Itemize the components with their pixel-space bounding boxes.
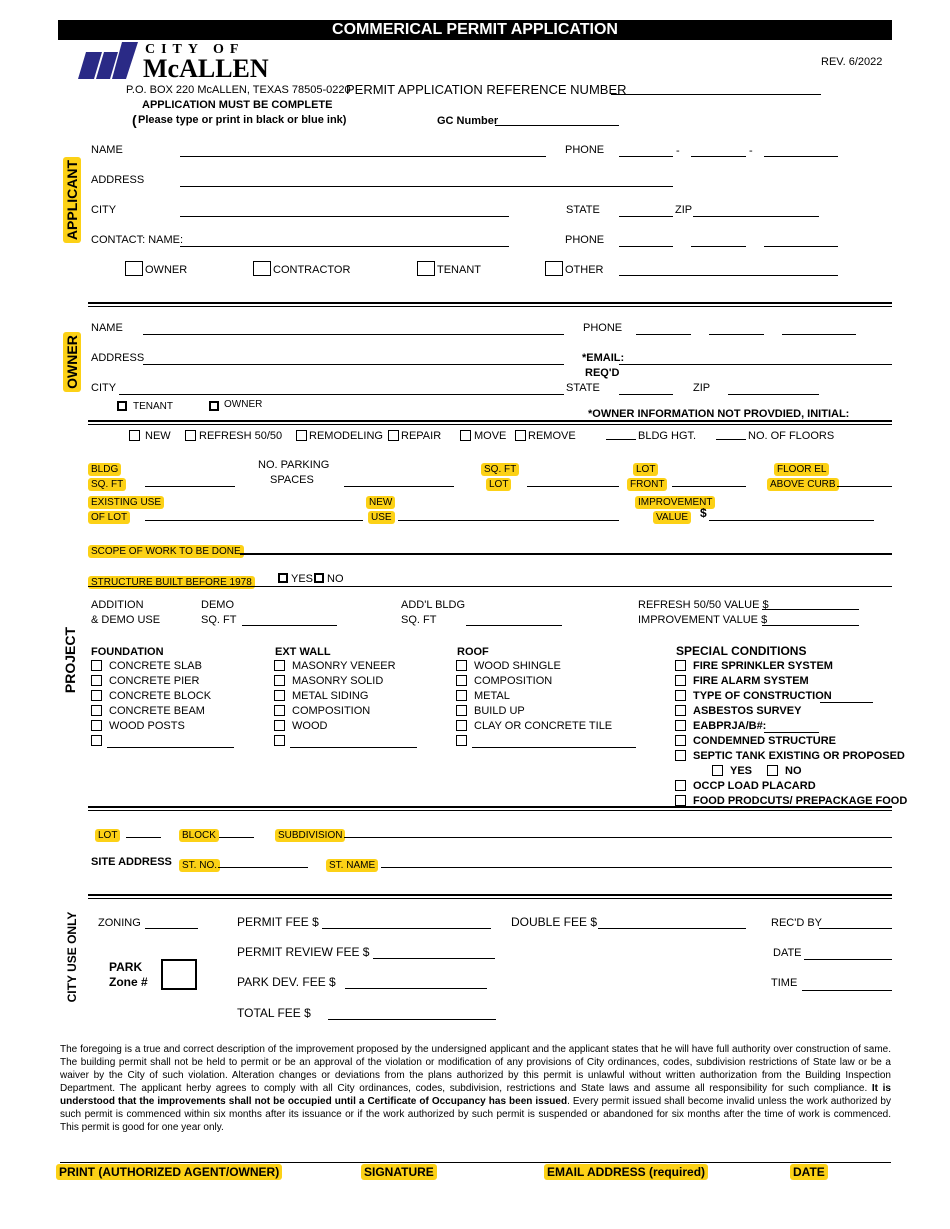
foundation-checkbox[interactable] — [91, 720, 102, 731]
permit-fee-field[interactable] — [322, 928, 491, 929]
owner-phone-line[interactable] — [782, 334, 856, 335]
double-fee-label: DOUBLE FEE $ — [511, 915, 598, 929]
special-checkbox[interactable] — [675, 690, 686, 701]
roof-checkbox[interactable] — [456, 705, 467, 716]
must-complete: APPLICATION MUST BE COMPLETE — [142, 99, 333, 111]
owner-name-label: NAME — [91, 322, 123, 334]
existing-use-text-1: EXISTING USE — [88, 496, 164, 509]
improvement-value-field[interactable] — [709, 520, 874, 521]
special-option: ASBESTOS SURVEY — [693, 705, 802, 717]
special-checkbox[interactable] — [675, 735, 686, 746]
print-name-label — [56, 1163, 282, 1181]
applicant-name-label: NAME — [91, 144, 123, 156]
special-checkbox[interactable] — [675, 750, 686, 761]
sqft-lot-text-2: LOT — [486, 478, 511, 491]
lot-field[interactable] — [126, 837, 161, 838]
improvement-value-label: IMPROVEMENT VALUE $ — [638, 614, 768, 626]
roof-option: CLAY OR CONCRETE TILE — [474, 720, 613, 732]
new-use-field[interactable] — [398, 520, 619, 521]
owner-email-label: *EMAIL: — [582, 352, 625, 364]
project-type-refresh: REFRESH 50/50 — [199, 430, 283, 442]
special-conditions-title: SPECIAL CONDITIONS — [676, 644, 807, 658]
date-sign-text: DATE — [790, 1164, 828, 1180]
special-option: FOOD PRODCUTS/ PREPACKAGE FOOD — [693, 795, 908, 807]
foundation-option: CONCRETE SLAB — [109, 660, 202, 672]
special-checkbox[interactable] — [675, 705, 686, 716]
applicant-tenant-checkbox[interactable] — [417, 261, 435, 276]
recd-by-label: REC'D BY — [771, 917, 822, 929]
bldg-sqft-text: SQ. FT — [88, 478, 126, 491]
lot-front-text-2: FRONT — [627, 478, 667, 491]
improvement-label-2 — [653, 507, 691, 525]
scope-text: SCOPE OF WORK TO BE DONE — [88, 545, 244, 558]
owner-zip-field[interactable] — [728, 394, 819, 395]
gc-number-field[interactable] — [495, 125, 619, 126]
email-text: EMAIL ADDRESS (required) — [544, 1164, 708, 1180]
addl-bldg-sqft-field[interactable] — [466, 625, 562, 626]
new-use-text-2: USE — [368, 511, 395, 524]
improvement-text-1: IMPROVEMENT — [635, 496, 715, 509]
permit-fee-label: PERMIT FEE $ — [237, 915, 319, 929]
st-no-label — [179, 855, 220, 873]
section-divider — [88, 302, 892, 307]
project-remove-checkbox[interactable] — [515, 430, 526, 441]
applicant-other-label: OTHER — [565, 264, 604, 276]
owner-owner-checkbox[interactable] — [209, 401, 219, 411]
contact-phone-label: PHONE — [565, 234, 605, 246]
owner-state-field[interactable] — [619, 394, 673, 395]
built-1978-yes-checkbox[interactable] — [278, 573, 288, 583]
foundation-other-field[interactable] — [107, 747, 234, 748]
subdivision-field[interactable] — [344, 837, 892, 838]
ink-note: Please type or print in black or blue ink) — [138, 114, 347, 126]
extwall-option: COMPOSITION — [292, 705, 371, 717]
eabprja-field[interactable] — [764, 732, 819, 733]
special-checkbox[interactable] — [675, 660, 686, 671]
time-field[interactable] — [802, 990, 892, 991]
extwall-option: WOOD — [292, 720, 328, 732]
new-use-text-1: NEW — [366, 496, 395, 509]
owner-not-provided: *OWNER INFORMATION NOT PROVDIED, INITIAL: — [588, 408, 850, 420]
parking-spaces-field[interactable] — [344, 486, 454, 487]
extwall-title: EXT WALL — [275, 646, 331, 658]
roof-other-checkbox[interactable] — [456, 735, 467, 746]
section-divider — [88, 806, 892, 811]
st-name-text: ST. NAME — [326, 859, 378, 872]
owner-name-field[interactable] — [143, 334, 564, 335]
roof-title: ROOF — [457, 646, 489, 658]
project-new-checkbox[interactable] — [129, 430, 140, 441]
extwall-other-checkbox[interactable] — [274, 735, 285, 746]
ref-number-label: PERMIT APPLICATION REFERENCE NUMBER — [346, 82, 627, 97]
roof-checkbox[interactable] — [456, 675, 467, 686]
foundation-option: CONCRETE BEAM — [109, 705, 205, 717]
page-title: COMMERICAL PERMIT APPLICATION — [332, 21, 618, 38]
date-label: DATE — [773, 947, 802, 959]
owner-side-text: OWNER — [63, 332, 81, 392]
demo-label-1: DEMO — [201, 599, 234, 611]
foundation-title: FOUNDATION — [91, 646, 164, 658]
applicant-address-field[interactable] — [180, 186, 673, 187]
contact-phone-line[interactable] — [764, 246, 838, 247]
addition-label-1: ADDITION — [91, 599, 144, 611]
septic-yes-checkbox[interactable] — [712, 765, 723, 776]
demo-label-2: SQ. FT — [201, 614, 237, 626]
ref-number-field[interactable] — [611, 94, 821, 95]
special-checkbox[interactable] — [675, 720, 686, 731]
city-use-side-label: CITY USE ONLY — [65, 911, 79, 1003]
signature-text: SIGNATURE — [361, 1164, 437, 1180]
applicant-side-text: APPLICANT — [63, 157, 81, 243]
applicant-phone-line[interactable] — [764, 156, 838, 157]
roof-option: BUILD UP — [474, 705, 525, 717]
roof-option: COMPOSITION — [474, 675, 553, 687]
built-1978-no-checkbox[interactable] — [314, 573, 324, 583]
sqft-lot-text-1: SQ. FT — [481, 463, 519, 476]
applicant-other-field[interactable] — [619, 275, 838, 276]
block-field[interactable] — [219, 837, 254, 838]
existing-use-text-2: OF LOT — [88, 511, 130, 524]
special-option: FIRE ALARM SYSTEM — [693, 675, 809, 687]
owner-email-reqd: REQ'D — [585, 367, 620, 379]
extwall-option: MASONRY SOLID — [292, 675, 384, 687]
special-option: SEPTIC TANK EXISTING OR PROPOSED — [693, 750, 905, 762]
sqft-lot-label-2 — [486, 474, 511, 492]
foundation-other-checkbox[interactable] — [91, 735, 102, 746]
extwall-checkbox[interactable] — [274, 720, 285, 731]
bldg-sqft-label — [88, 474, 126, 492]
project-type-remove: REMOVE — [528, 430, 576, 442]
septic-no: NO — [785, 765, 802, 777]
owner-phone-area[interactable] — [636, 334, 691, 335]
extwall-checkbox[interactable] — [274, 690, 285, 701]
owner-phone-label: PHONE — [583, 322, 623, 334]
applicant-zip-field[interactable] — [693, 216, 819, 217]
legal-text-1: The foregoing is a true and correct description of the improvement proposed by the undersigned applicant and the applicant states that he will have full authority over construction of same. The building permit shall not be held to permit or be an approval of the violation or modification of any provisions of City ordinances, codes, subdivision restrictions of State law or be a waiver by the City of such violation. Alteration changes or deviations from the plans authorized by this permit is unlawful without written authorization from the Building Inspection Department. The applicant herby agrees to comply with all City ordinances, codes, subdivision, restrictions and State laws and assume all responsibility for such compliance. — [60, 1044, 891, 1094]
st-name-field[interactable] — [381, 867, 892, 868]
signature-label — [361, 1163, 437, 1181]
applicant-tenant-label: TENANT — [437, 264, 481, 276]
project-remodeling-checkbox[interactable] — [296, 430, 307, 441]
built-1978-text: STRUCTURE BUILT BEFORE 1978 — [88, 576, 255, 589]
applicant-phone-label: PHONE — [565, 144, 605, 156]
park-zone-box[interactable] — [161, 959, 197, 990]
owner-zip-label: ZIP — [693, 382, 711, 394]
no-parking-label: NO. PARKING — [258, 459, 330, 471]
site-address-label: SITE ADDRESS — [91, 856, 172, 868]
extwall-checkbox[interactable] — [274, 660, 285, 671]
owner-tenant-label: TENANT — [133, 401, 173, 412]
time-label: TIME — [771, 977, 798, 989]
demo-sqft-field[interactable] — [242, 625, 337, 626]
applicant-owner-checkbox[interactable] — [125, 261, 143, 276]
revision: REV. 6/2022 — [821, 56, 883, 68]
project-type-repair: REPAIR — [401, 430, 442, 442]
project-type-remodeling: REMODELING — [309, 430, 383, 442]
park-dev-fee-field[interactable] — [345, 988, 487, 989]
date-field[interactable] — [804, 959, 892, 960]
applicant-other-checkbox[interactable] — [545, 261, 563, 276]
legal-text-2: . Every permit issued shall become invalid unless the work authorized by such permit is commenced within six months after its issuance or if the work authorized by such permit is suspended or abandoned for six months after the time of work is commenced. This permit is good for one year only. — [60, 1096, 891, 1133]
applicant-name-field[interactable] — [180, 156, 546, 157]
special-option: CONDEMNED STRUCTURE — [693, 735, 836, 747]
legal-text-bold: It is understood that the improvements shall not be occupied until a Certificate of Occupancy has been issued — [60, 1083, 891, 1107]
contact-phone-area[interactable] — [619, 246, 673, 247]
applicant-city-field[interactable] — [180, 216, 509, 217]
applicant-side-label — [64, 152, 80, 248]
foundation-checkbox[interactable] — [91, 675, 102, 686]
project-type-new: NEW — [145, 430, 171, 442]
project-repair-checkbox[interactable] — [388, 430, 399, 441]
owner-owner-label: OWNER — [224, 399, 263, 410]
roof-option: METAL — [474, 690, 510, 702]
st-name-label — [326, 855, 378, 873]
foundation-checkbox[interactable] — [91, 660, 102, 671]
applicant-state-field[interactable] — [619, 216, 673, 217]
contact-name-field[interactable] — [180, 246, 509, 247]
section-divider — [88, 894, 892, 899]
contact-name-label: CONTACT: NAME: — [91, 234, 184, 246]
zoning-label: ZONING — [98, 917, 141, 929]
bldg-sqft-field[interactable] — [145, 486, 235, 487]
scope-field[interactable] — [240, 553, 892, 555]
bldg-text: BLDG — [88, 463, 121, 476]
special-checkbox[interactable] — [675, 795, 686, 806]
special-checkbox[interactable] — [675, 675, 686, 686]
lot-front-label-2 — [627, 474, 667, 492]
project-type-move: MOVE — [474, 430, 507, 442]
no-floors-label: NO. OF FLOORS — [748, 430, 835, 442]
owner-email-field[interactable] — [619, 364, 892, 365]
section-divider — [88, 420, 892, 425]
special-option: TYPE OF CONSTRUCTION — [693, 690, 832, 702]
applicant-zip-label: ZIP — [675, 204, 693, 216]
septic-yes: YES — [730, 765, 753, 777]
lot-front-text-1: LOT — [633, 463, 658, 476]
project-move-checkbox[interactable] — [460, 430, 471, 441]
special-option: OCCP LOAD PLACARD — [693, 780, 816, 792]
subdivision-text: SUBDIVISION — [275, 829, 345, 842]
lot-text: LOT — [95, 829, 120, 842]
applicant-address-label: ADDRESS — [91, 174, 145, 186]
bldg-hgt-label: BLDG HGT. — [638, 430, 697, 442]
applicant-city-label: CITY — [91, 204, 117, 216]
no-floors-field[interactable] — [716, 439, 746, 440]
addl-bldg-label-1: ADD'L BLDG — [401, 599, 466, 611]
print-name-text: PRINT (AUTHORIZED AGENT/OWNER) — [56, 1164, 282, 1180]
rule — [88, 586, 892, 587]
legal-disclaimer — [60, 1043, 891, 1134]
applicant-contractor-checkbox[interactable] — [253, 261, 271, 276]
special-option: EABPRJA/B#: — [693, 720, 767, 732]
foundation-option: WOOD POSTS — [109, 720, 185, 732]
dash: - — [749, 145, 753, 157]
paren: ( — [132, 112, 137, 128]
st-no-text: ST. NO. — [179, 859, 220, 872]
improvement-text-2: VALUE — [653, 511, 691, 524]
extwall-other-field[interactable] — [290, 747, 417, 748]
email-label — [544, 1163, 708, 1181]
date-sign-label — [790, 1163, 828, 1181]
applicant-owner-label: OWNER — [145, 264, 188, 276]
foundation-option: CONCRETE PIER — [109, 675, 200, 687]
project-refresh-checkbox[interactable] — [185, 430, 196, 441]
review-fee-label: PERMIT REVIEW FEE $ — [237, 945, 370, 959]
applicant-contractor-label: CONTRACTOR — [273, 264, 351, 276]
lot-label — [95, 825, 120, 843]
logo-mcallen: McALLEN — [143, 54, 269, 83]
logo-city-of: CITY OF — [145, 42, 245, 57]
roof-other-field[interactable] — [472, 747, 636, 748]
built-1978-yes: YES — [291, 573, 314, 585]
roof-option: WOOD SHINGLE — [474, 660, 561, 672]
improvement-dollar: $ — [700, 506, 707, 520]
dash: - — [676, 145, 680, 157]
foundation-option: CONCRETE BLOCK — [109, 690, 212, 702]
extwall-option: MASONRY VENEER — [292, 660, 396, 672]
review-fee-field[interactable] — [373, 958, 495, 959]
improvement-value-field-2[interactable] — [762, 625, 859, 626]
owner-city-field[interactable] — [119, 394, 564, 395]
double-fee-field[interactable] — [598, 928, 746, 929]
owner-address-label: ADDRESS — [91, 352, 145, 364]
owner-side-label — [64, 322, 80, 402]
zoning-field[interactable] — [145, 928, 198, 929]
addition-label-2: & DEMO USE — [91, 614, 161, 626]
owner-city-label: CITY — [91, 382, 117, 394]
spaces-label: SPACES — [270, 474, 314, 486]
applicant-phone-prefix[interactable] — [691, 156, 746, 157]
recd-by-field[interactable] — [819, 928, 892, 929]
extwall-checkbox[interactable] — [274, 675, 285, 686]
owner-address-field[interactable] — [143, 364, 564, 365]
total-fee-label: TOTAL FEE $ — [237, 1006, 311, 1020]
subdivision-label — [275, 825, 345, 843]
floor-el-field[interactable] — [837, 486, 892, 487]
block-label — [179, 825, 219, 843]
built-1978-label — [88, 572, 255, 590]
roof-checkbox[interactable] — [456, 690, 467, 701]
applicant-state-label: STATE — [566, 204, 600, 216]
extwall-checkbox[interactable] — [274, 705, 285, 716]
park-dev-fee-label: PARK DEV. FEE $ — [237, 975, 336, 989]
contact-phone-prefix[interactable] — [691, 246, 746, 247]
septic-no-checkbox[interactable] — [767, 765, 778, 776]
block-text: BLOCK — [179, 829, 219, 842]
bldg-hgt-field[interactable] — [606, 439, 636, 440]
mailing-address: P.O. BOX 220 McALLEN, TEXAS 78505-0220 — [126, 84, 351, 96]
gc-number-label: GC Number — [437, 115, 499, 127]
extwall-option: METAL SIDING — [292, 690, 369, 702]
sqft-lot-field[interactable] — [527, 486, 619, 487]
refresh-value-field[interactable] — [762, 609, 859, 610]
construction-type-field[interactable] — [820, 702, 873, 703]
foundation-checkbox[interactable] — [91, 705, 102, 716]
addl-bldg-label-2: SQ. FT — [401, 614, 437, 626]
foundation-checkbox[interactable] — [91, 690, 102, 701]
owner-state-label: STATE — [566, 382, 600, 394]
st-no-field[interactable] — [218, 867, 308, 868]
special-checkbox[interactable] — [675, 780, 686, 791]
special-option: FIRE SPRINKLER SYSTEM — [693, 660, 833, 672]
floor-el-label-2 — [767, 474, 839, 492]
new-use-label-2 — [368, 507, 395, 525]
existing-use-label-2 — [88, 507, 130, 525]
floor-el-text-1: FLOOR EL — [774, 463, 829, 476]
existing-use-field[interactable] — [145, 520, 363, 521]
roof-checkbox[interactable] — [456, 720, 467, 731]
park-label: PARK — [109, 960, 143, 974]
applicant-phone-area[interactable] — [619, 156, 673, 157]
zone-label: Zone # — [109, 975, 148, 989]
owner-tenant-checkbox[interactable] — [117, 401, 127, 411]
project-side-label: PROJECT — [62, 626, 78, 694]
total-fee-field[interactable] — [328, 1019, 496, 1020]
roof-checkbox[interactable] — [456, 660, 467, 671]
refresh-value-label: REFRESH 50/50 VALUE $ — [638, 599, 769, 611]
owner-phone-prefix[interactable] — [709, 334, 764, 335]
lot-front-field[interactable] — [672, 486, 746, 487]
built-1978-no: NO — [327, 573, 344, 585]
scope-label — [88, 541, 244, 559]
floor-el-text-2: ABOVE CURB — [767, 478, 839, 491]
city-logo-icon — [74, 42, 140, 80]
